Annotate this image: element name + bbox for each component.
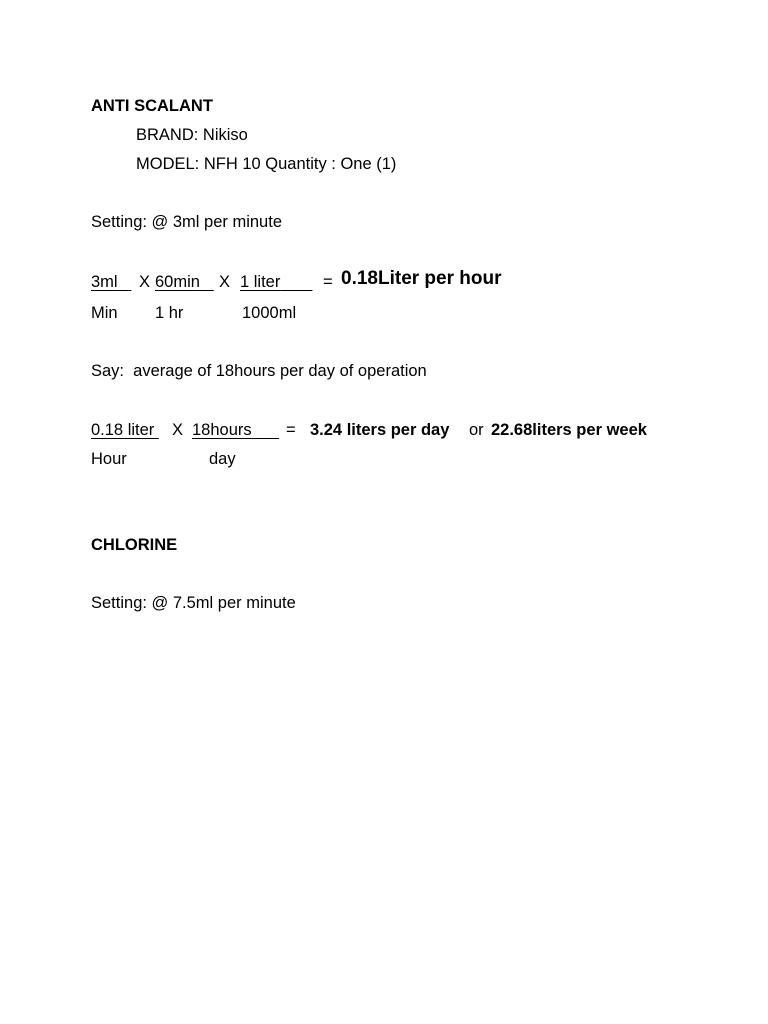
calc2-result-day: 3.24 liters per day xyxy=(310,421,450,439)
calc1-times1: X xyxy=(139,273,151,291)
calc2-equals: = xyxy=(286,421,296,439)
calc1-term3: 1 liter xyxy=(240,273,281,291)
calc1-term2: 60min xyxy=(155,273,200,291)
calc1-result: 0.18Liter per hour xyxy=(341,268,502,289)
calc2-den1: Hour xyxy=(91,450,127,468)
calc2-term2: 18hours xyxy=(192,421,252,439)
calc1-times2: X xyxy=(219,273,231,291)
chlorine-setting: Setting: @ 7.5ml per minute xyxy=(91,594,296,612)
calc1-equals: = xyxy=(323,273,333,291)
chlorine-heading: CHLORINE xyxy=(91,536,178,554)
brand-line: BRAND: Nikiso xyxy=(136,126,248,144)
calc1-den1: Min xyxy=(91,304,118,322)
calc1-numerator xyxy=(0,268,768,296)
calc2-term1: 0.18 liter xyxy=(91,421,155,439)
calc2-numerator xyxy=(0,420,768,444)
calc2-times1: X xyxy=(172,421,184,439)
calc2-result-week: 22.68liters per week xyxy=(491,421,647,439)
calc1-den3: 1000ml xyxy=(242,304,297,322)
calc2-denominator xyxy=(0,449,768,471)
calc1-term1: 3ml xyxy=(91,273,118,291)
calc1-den2: 1 hr xyxy=(155,304,184,322)
anti-scalant-setting: Setting: @ 3ml per minute xyxy=(91,213,282,231)
calc2-den2: day xyxy=(209,450,236,468)
say-line: Say: average of 18hours per day of operation xyxy=(91,362,427,380)
calc2-or: or xyxy=(469,421,484,439)
anti-scalant-heading: ANTI SCALANT xyxy=(91,97,213,115)
model-line: MODEL: NFH 10 Quantity : One (1) xyxy=(136,155,397,173)
calc1-denominator xyxy=(0,303,768,325)
